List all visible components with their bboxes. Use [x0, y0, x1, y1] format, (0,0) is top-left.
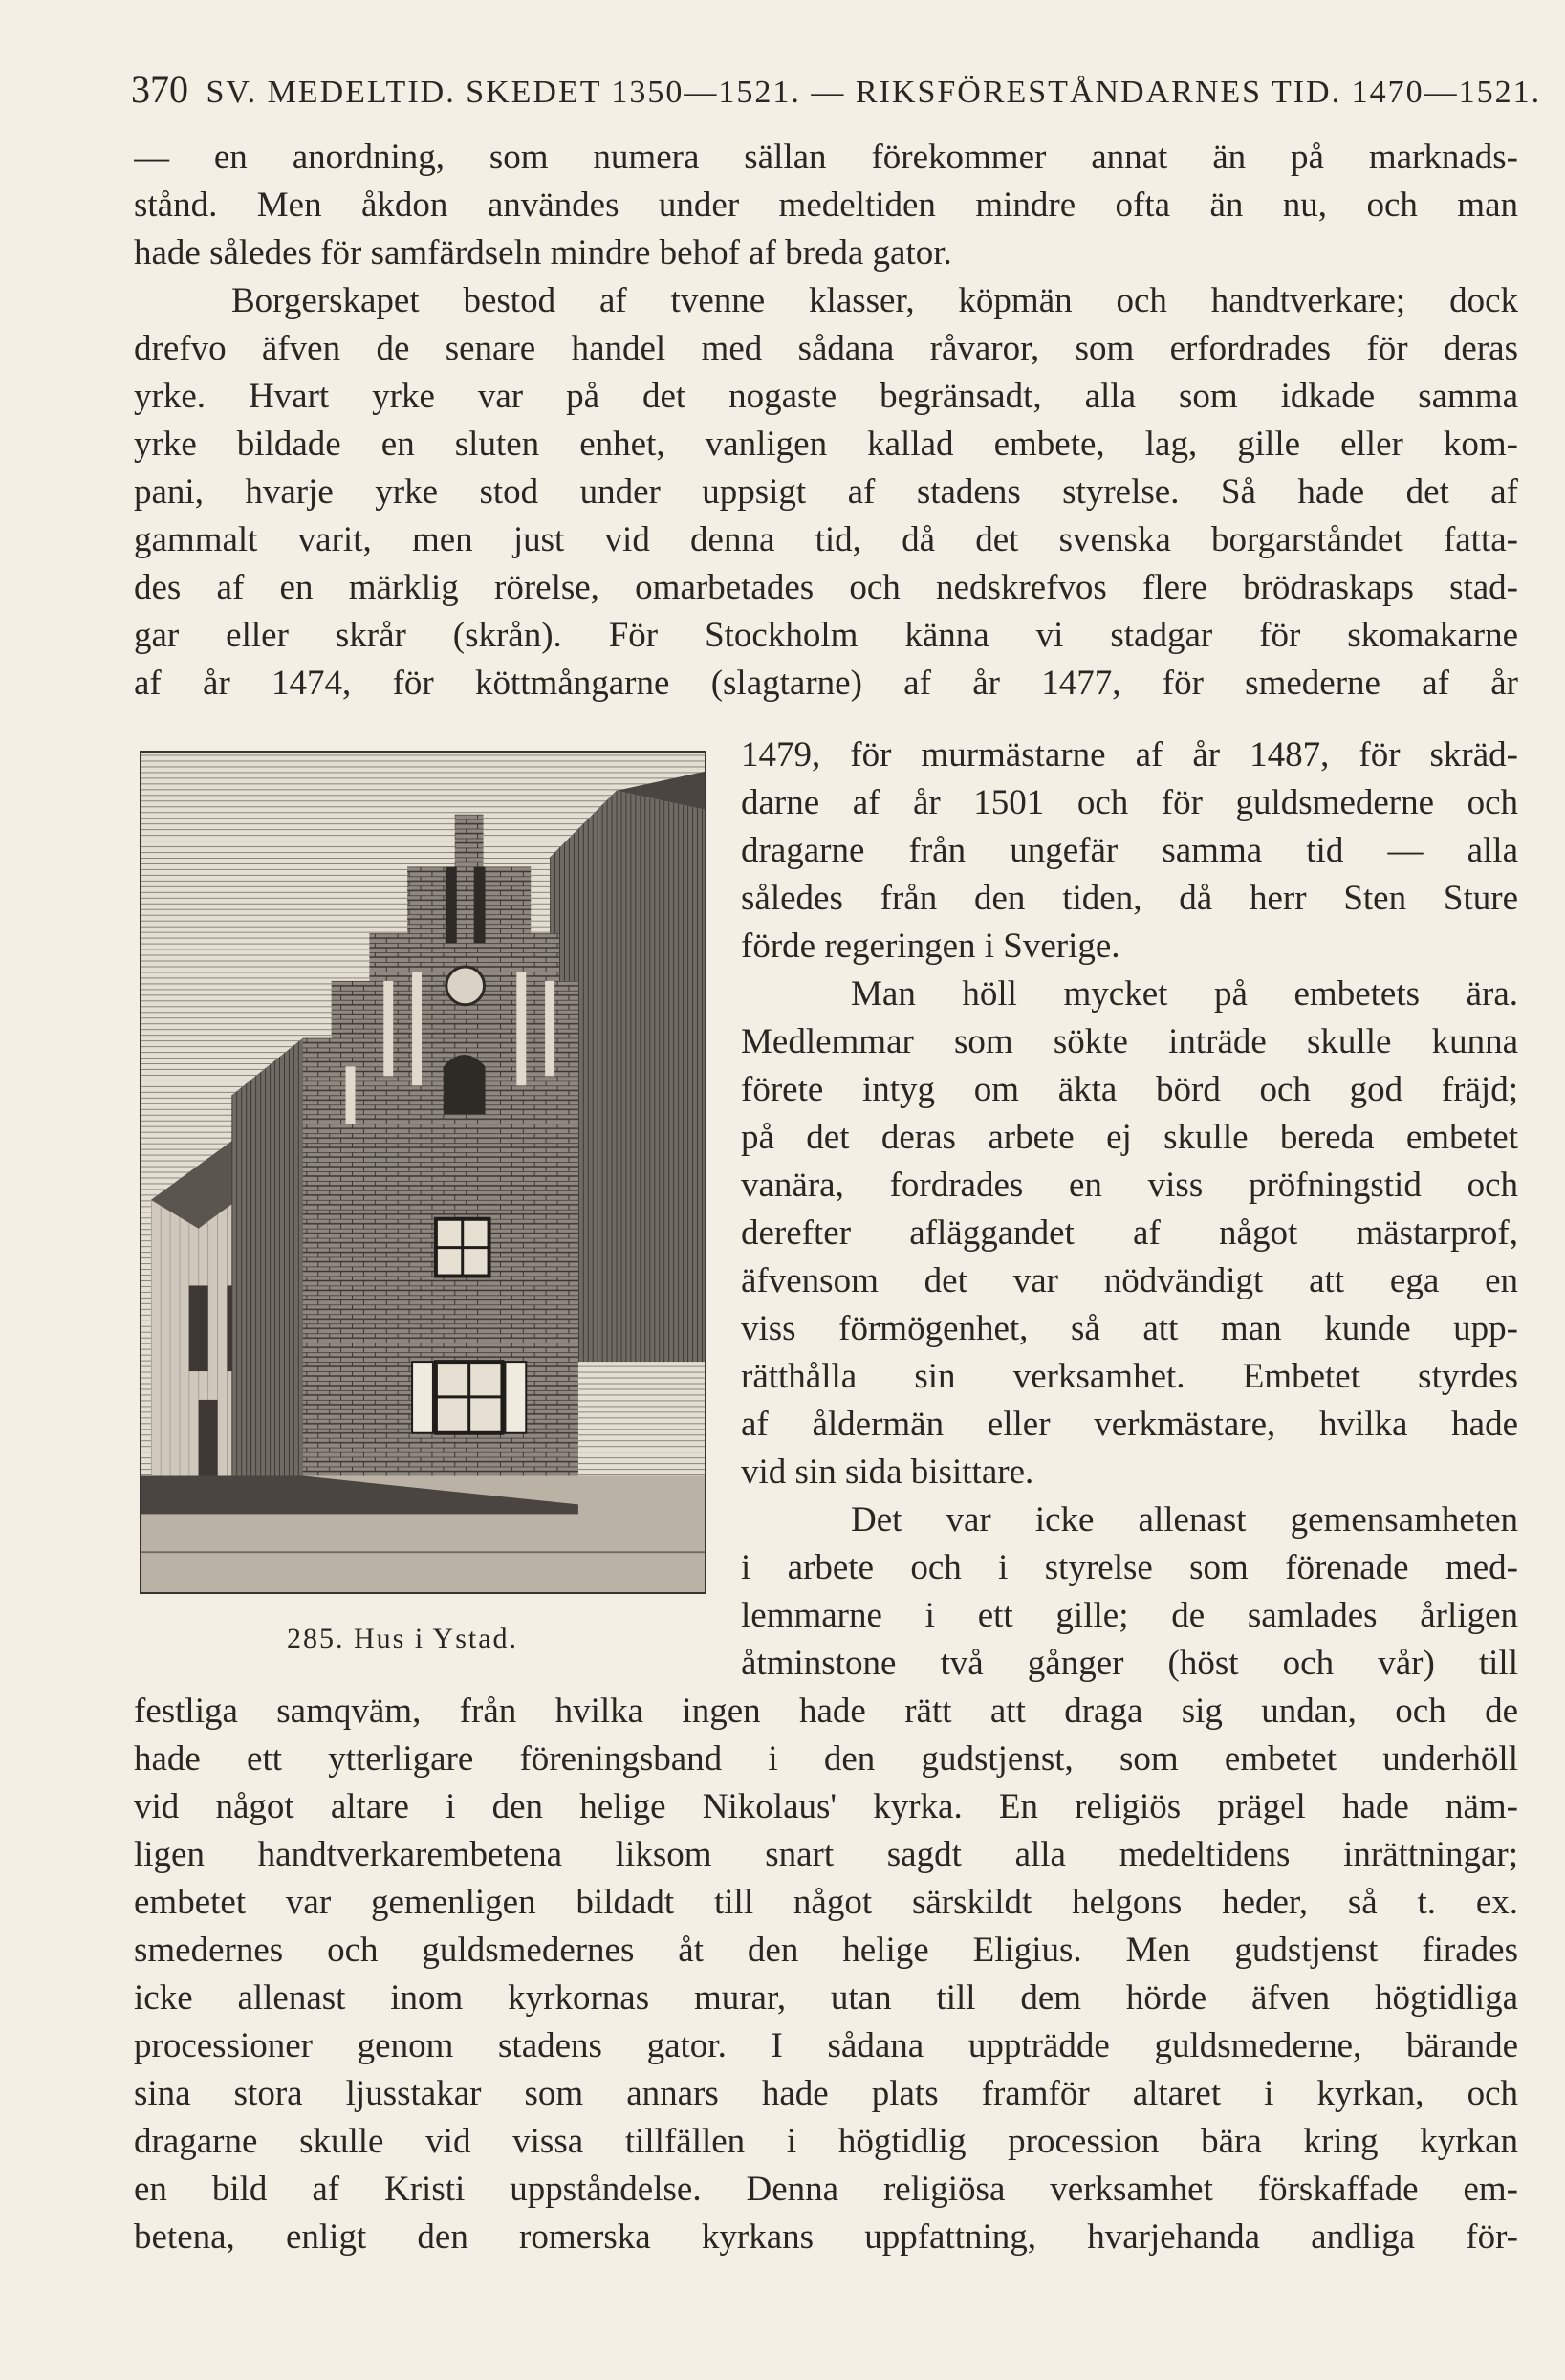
text-line: darne af år 1501 och för guldsmederne och — [741, 783, 1518, 822]
text-line: vid sin sida bisittare. — [741, 1452, 1034, 1492]
text-line: af åldermän eller verkmästare, hvilka hade — [741, 1405, 1518, 1444]
text-line: smedernes och guldsmedernes åt den helige Eligius. Men gudstjenst firades — [134, 1931, 1518, 1970]
text-line: ligen handtverkarembetena liksom snart sagdt alla medeltidens inrättningar; — [134, 1835, 1518, 1874]
text-line: betena, enligt den romerska kyrkans uppfattning, hvarjehanda andliga för- — [134, 2217, 1518, 2257]
text-line: hade således för samfärdseln mindre behof af breda gator. — [134, 233, 952, 273]
text-line: derefter afläggandet af något mästarprof, — [741, 1213, 1518, 1253]
text-line: vid något altare i den helige Nikolaus' kyrka. En religiös prägel hade näm- — [134, 1787, 1518, 1826]
text-line: således från den tiden, då herr Sten Sture — [741, 879, 1518, 918]
text-line: äfvensom det var nödvändigt att ega en — [741, 1261, 1518, 1300]
text-line: förete intyg om äkta börd och god fräjd; — [741, 1070, 1518, 1109]
text-line: — en anordning, som numera sällan förekommer annat än på marknads- — [134, 138, 1518, 177]
text-line: af år 1474, för köttmångarne (slagtarne) af år 1477, för smederne af år — [134, 664, 1518, 703]
text-line: dragarne från ungefär samma tid — alla — [741, 831, 1518, 870]
text-line: lemmarne i ett gille; de samlades årligen — [741, 1596, 1518, 1635]
text-line: åtminstone två gånger (höst och vår) till — [741, 1644, 1518, 1683]
text-line: viss förmögenhet, så att man kunde upp- — [741, 1309, 1518, 1348]
text-line: på det deras arbete ej skulle bereda embetet — [741, 1118, 1518, 1157]
text-line: rätthålla sin verksamhet. Embetet styrdes — [741, 1357, 1518, 1396]
text-line: sina stora ljusstakar som annars hade plats framför altaret i kyrkan, och — [134, 2074, 1518, 2113]
text-line: embetet var gemenligen bildadt till något särskildt helgons heder, så t. ex. — [134, 1883, 1518, 1922]
text-line: Borgerskapet bestod af tvenne klasser, köpmän och handtverkare; dock — [231, 281, 1518, 320]
text-line: drefvo äfven de senare handel med sådana råvaror, som erfordrades för deras — [134, 329, 1518, 368]
running-title: SV. MEDELTID. SKEDET 1350—1521. — RIKSFÖRESTÅNDARNES TID. 1470—1521. — [206, 75, 1542, 110]
text-line: Medlemmar som sökte inträde skulle kunna — [741, 1022, 1518, 1061]
house-illustration — [140, 751, 706, 1594]
page-number: 370 — [131, 68, 188, 111]
text-line: i arbete och i styrelse som förenade med- — [741, 1548, 1518, 1587]
text-line: vanära, fordrades en viss pröfningstid och — [741, 1166, 1518, 1205]
text-line: yrke bildade en sluten enhet, vanligen kallad embete, lag, gille eller kom- — [134, 425, 1518, 464]
text-line: Det var icke allenast gemensamheten — [851, 1500, 1518, 1539]
text-line: festliga samqväm, från hvilka ingen hade rätt att draga sig undan, och de — [134, 1692, 1518, 1731]
text-line: pani, hvarje yrke stod under uppsigt af stadens styrelse. Så hade det af — [134, 472, 1518, 512]
woodcut-illustration-gabled-brick-house-icon — [141, 753, 705, 1592]
running-header — [131, 67, 1542, 112]
text-line: dragarne skulle vid vissa tillfällen i högtidlig procession bära kring kyrkan — [134, 2122, 1518, 2161]
text-line: 1479, för murmästarne af år 1487, för skräd- — [741, 735, 1518, 775]
text-line: en bild af Kristi uppståndelse. Denna religiösa verksamhet förskaffade em- — [134, 2170, 1518, 2209]
text-line: yrke. Hvart yrke var på det nogaste begränsadt, alla som idkade samma — [134, 377, 1518, 416]
text-line: processioner genom stadens gator. I sådana uppträdde guldsmederne, bärande — [134, 2026, 1518, 2065]
text-line: gammalt varit, men just vid denna tid, då det svenska borgarståndet fatta- — [134, 520, 1518, 559]
text-line: hade ett ytterligare föreningsband i den gudstjenst, som embetet underhöll — [134, 1739, 1518, 1779]
text-line: icke allenast inom kyrkornas murar, utan till dem hörde äfven högtidliga — [134, 1978, 1518, 2018]
text-line: des af en märklig rörelse, omarbetades och nedskrefvos flere brödraskaps stad- — [134, 568, 1518, 607]
text-line: Man höll mycket på embetets ära. — [851, 974, 1518, 1014]
text-line: förde regeringen i Sverige. — [741, 927, 1120, 966]
figure-caption: 285. Hus i Ystad. — [287, 1623, 519, 1654]
text-line: stånd. Men åkdon användes under medeltiden mindre ofta än nu, och man — [134, 186, 1518, 225]
text-line: gar eller skrår (skrån). För Stockholm känna vi stadgar för skomakarne — [134, 616, 1518, 655]
